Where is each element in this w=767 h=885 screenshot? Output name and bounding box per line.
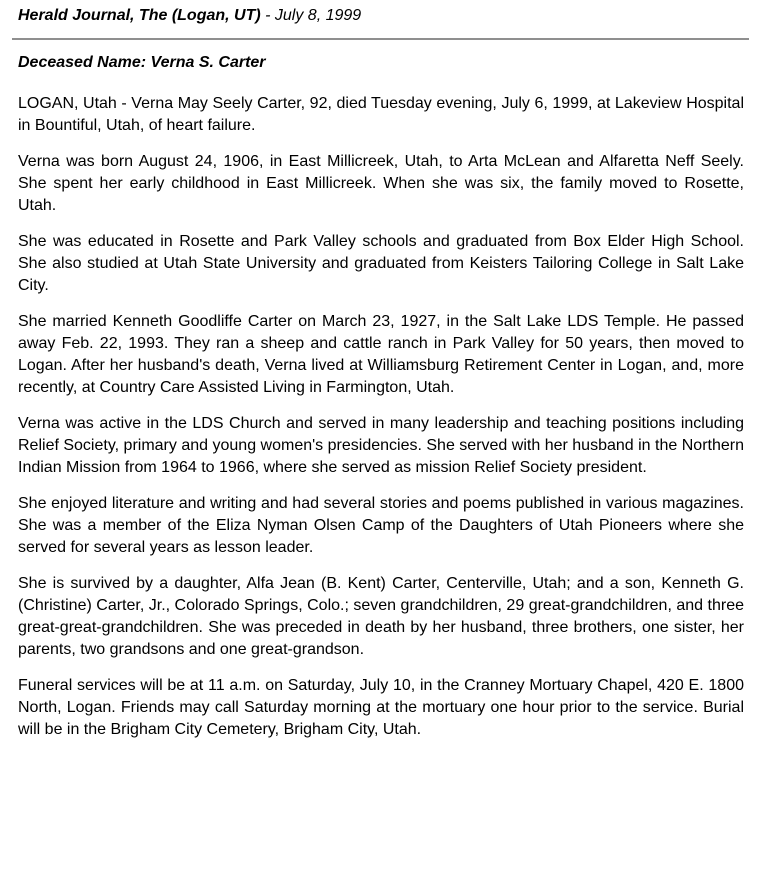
obituary-body (18, 93, 744, 755)
paragraph: She was educated in Rosette and Park Valley schools and graduated from Box Elder High School. She also studied at Utah State University and graduated from Keisters Tailoring College in Salt Lake City. (18, 233, 744, 294)
paragraph: She enjoyed literature and writing and had several stories and poems published in various magazines. She was a member of the Eliza Nyman Olsen Camp of the Daughters of Utah Pioneers where she served for several years as lesson leader. (18, 495, 744, 556)
deceased-name: Deceased Name: Verna S. Carter (18, 54, 266, 71)
article-header (18, 6, 361, 26)
publication-name: Herald Journal, The (Logan, UT) (18, 7, 261, 24)
header-divider (12, 38, 749, 40)
paragraph: LOGAN, Utah - Verna May Seely Carter, 92, died Tuesday evening, July 6, 1999, at Lakeview Hospital in Bountiful, Utah, of heart failure. (18, 95, 744, 134)
paragraph: Funeral services will be at 11 a.m. on Saturday, July 10, in the Cranney Mortuary Chapel, 420 E. 1800 North, Logan. Friends may call Saturday morning at the mortuary one hour prior to the service. Burial will be in the Brigham City Cemetery, Brigham City, Utah. (18, 677, 744, 738)
separator: - (260, 7, 275, 24)
paragraph: She married Kenneth Goodliffe Carter on March 23, 1927, in the Salt Lake LDS Temple. He passed away Feb. 22, 1993. They ran a sheep and cattle ranch in Park Valley for 50 years, then moved to Logan. After her husband's death, Verna lived at Williamsburg Retirement Center in Logan, and, more recently, at Country Care Assisted Living in Farmington, Utah. (18, 313, 744, 396)
paragraph: Verna was born August 24, 1906, in East Millicreek, Utah, to Arta McLean and Alfaretta Neff Seely. She spent her early childhood in East Millicreek. When she was six, the family moved to Rosette, Utah. (18, 153, 744, 214)
publication-date: July 8, 1999 (274, 7, 362, 24)
paragraph: She is survived by a daughter, Alfa Jean (B. Kent) Carter, Centerville, Utah; and a son, Kenneth G. (Christine) Carter, Jr., Colorado Springs, Colo.; seven grandchildren, 29 great-grandchildren, and three great-great-grandchildren. She was preceded in death by her husband, three brothers, one sister, her parents, two grandsons and one great-grandson. (18, 575, 744, 658)
paragraph: Verna was active in the LDS Church and served in many leadership and teaching positions including Relief Society, primary and young women's presidencies. She served with her husband in the Northern Indian Mission from 1964 to 1966, where she served as mission Relief Society president. (18, 415, 744, 476)
